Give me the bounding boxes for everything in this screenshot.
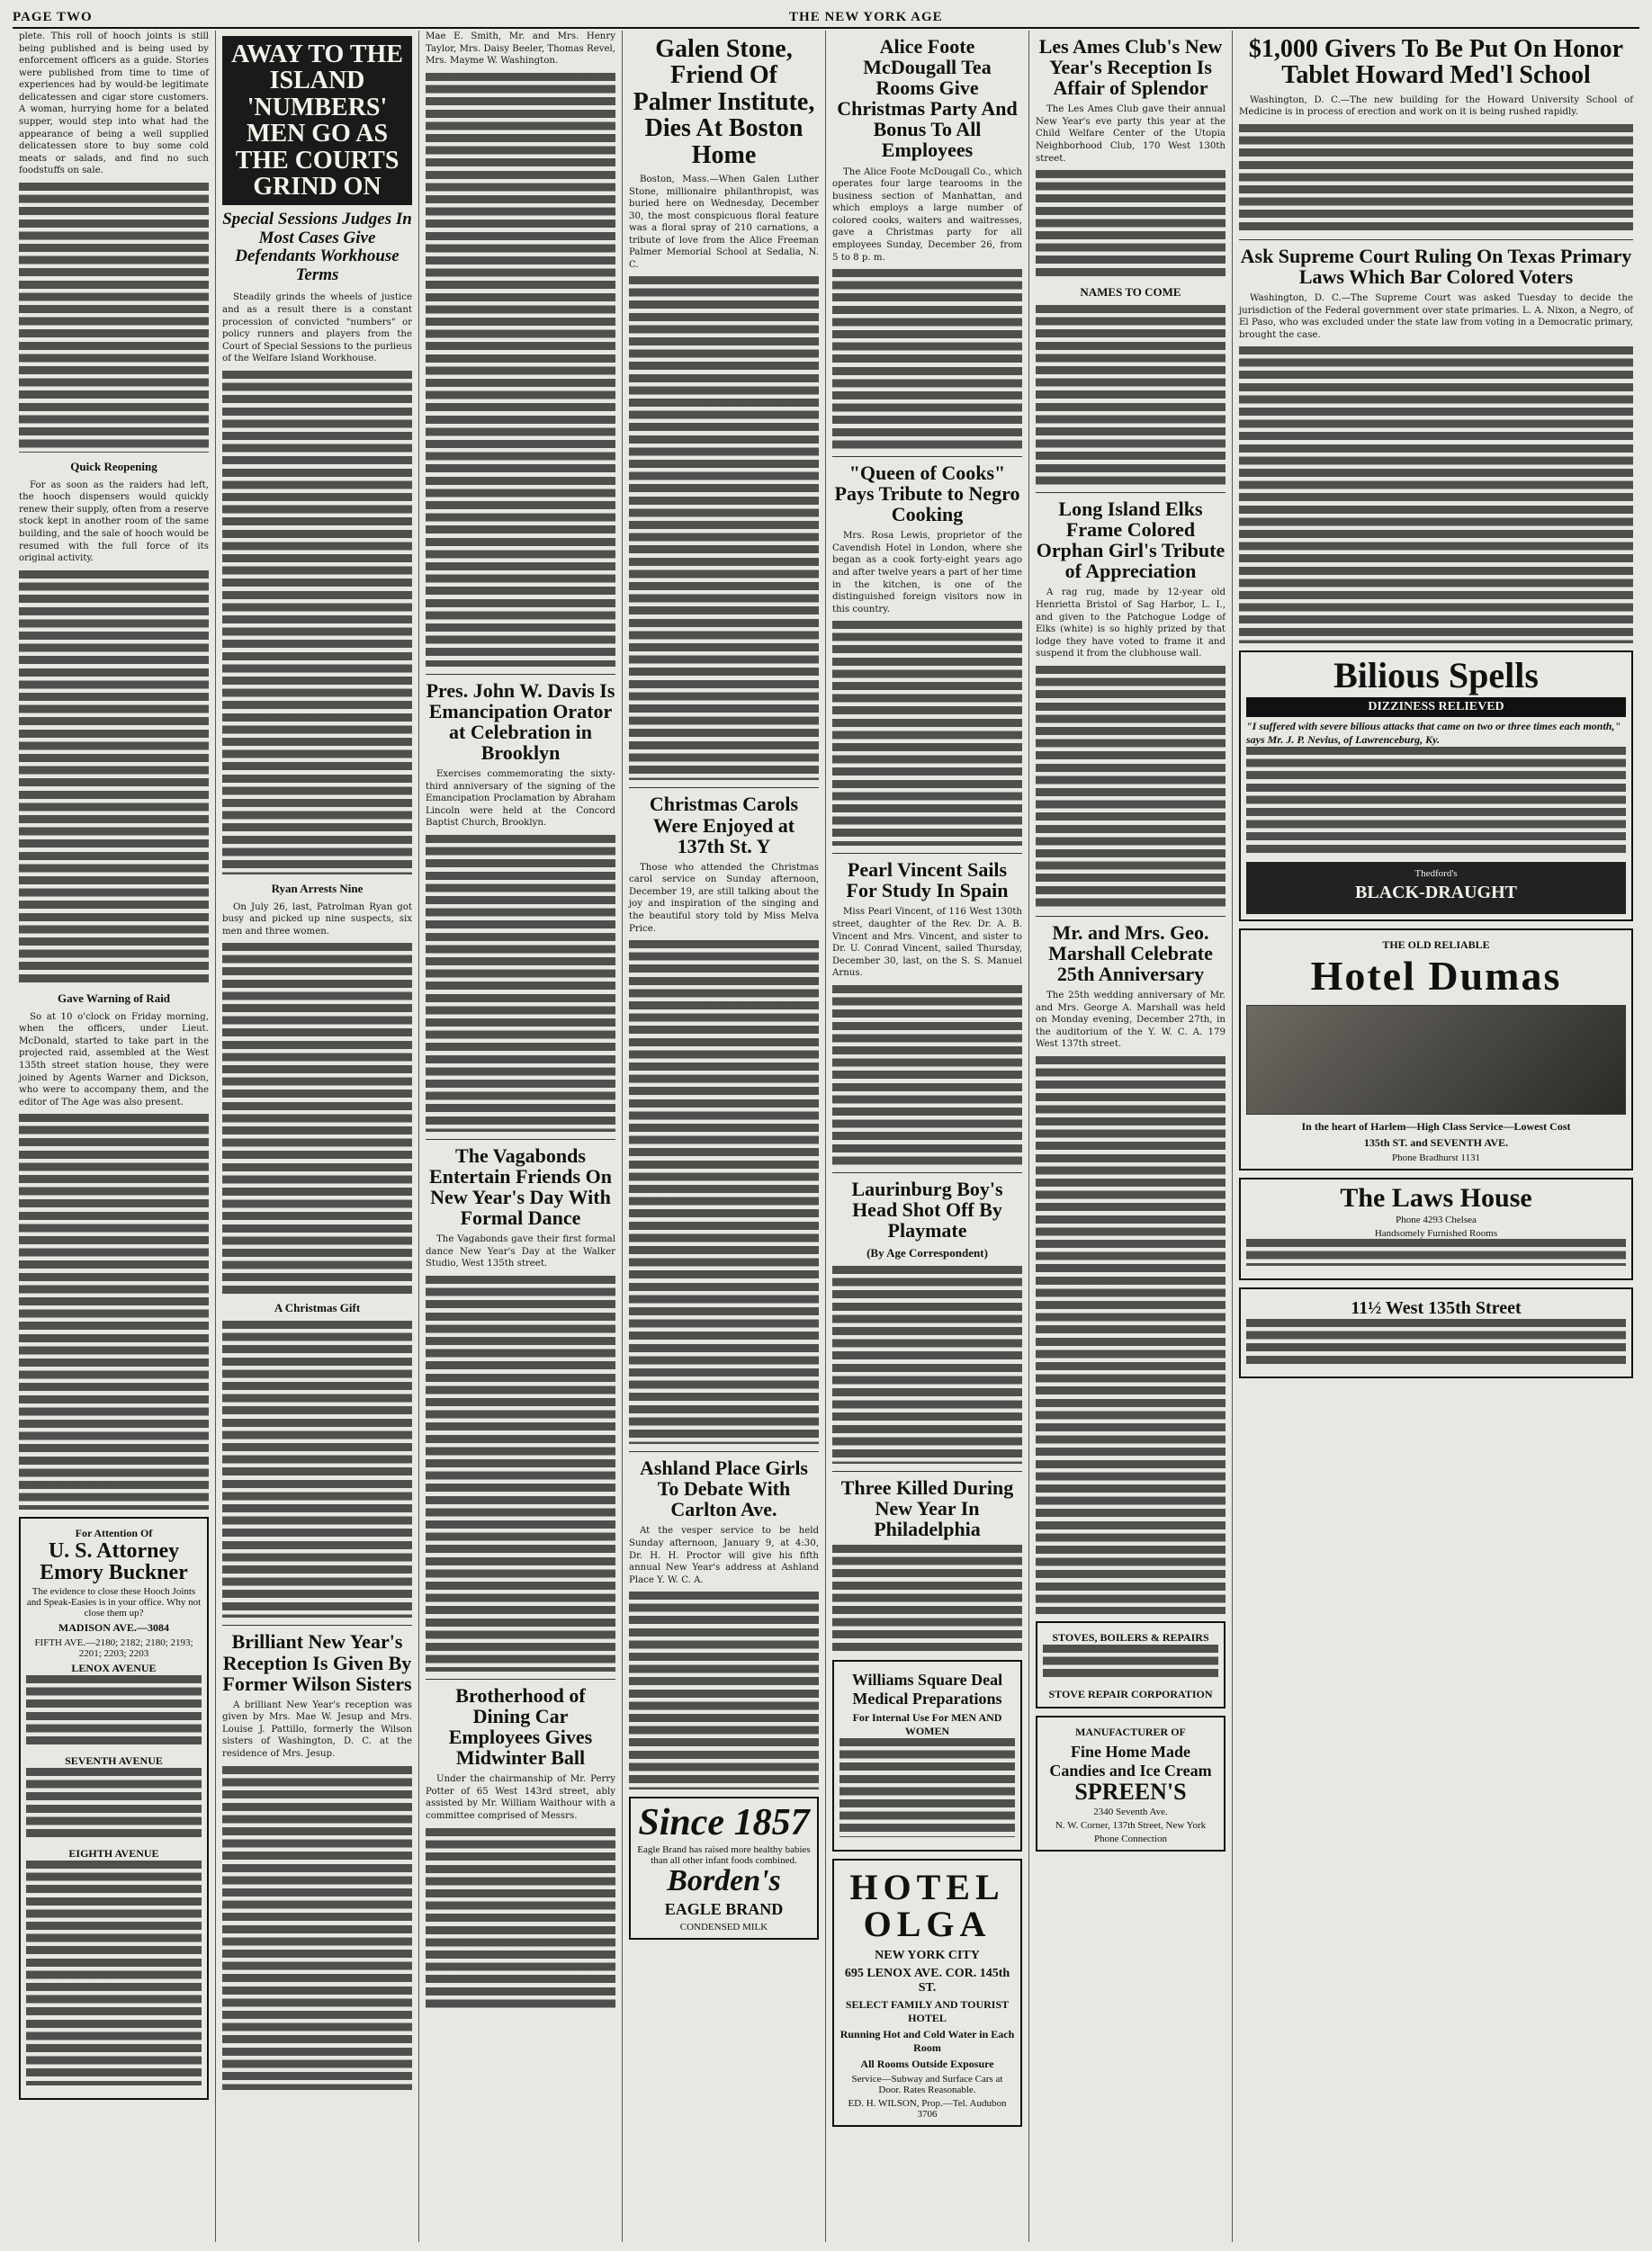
ad-title: Emory Buckner xyxy=(40,1561,188,1585)
ad-name: STOVE REPAIR CORPORATION xyxy=(1048,1687,1213,1700)
ad-text: "I suffered with severe bilious attacks that came on two or three times each month," says Mr. J. P. Nevius, of Lawrenceburg, Ky. xyxy=(1246,720,1621,747)
ad-title: U. S. Attorney xyxy=(48,1539,180,1564)
ad-borden-eagle-brand xyxy=(629,1797,819,1940)
text-block xyxy=(222,1766,412,2090)
subhead-christmas-gift: A Christmas Gift xyxy=(274,1301,361,1315)
headline-howard-med: $1,000 Givers To Be Put On Honor Tablet Howard Med'l School xyxy=(1248,35,1624,90)
ad-section: LENOX AVENUE xyxy=(71,1662,157,1675)
paragraph: Mae E. Smith, Mr. and Mrs. Henry Taylor, Mrs. Daisy Beeler, Thomas Revel, Mrs. Mayme W. Washington. xyxy=(426,31,615,67)
byline: (By Age Correspondent) xyxy=(866,1246,988,1260)
hotel-word: HOTEL xyxy=(849,1867,1005,1908)
ad-address: N. W. Corner, 137th Street, New York xyxy=(1055,1819,1207,1831)
paper-name: THE NEW YORK AGE xyxy=(789,9,943,24)
columns xyxy=(13,31,1639,2242)
ad-hotel-dumas xyxy=(1239,928,1633,1170)
text-block xyxy=(1036,305,1226,485)
subhead-gave-warning: Gave Warning of Raid xyxy=(57,991,171,1005)
text-block xyxy=(832,621,1022,846)
text-block xyxy=(832,1266,1022,1464)
column-1 xyxy=(13,31,216,2242)
ad-phone: Phone Bradhurst 1131 xyxy=(1392,1152,1480,1164)
ad-section: MADISON AVE.—3084 xyxy=(58,1621,170,1635)
ad-address: 2340 Seventh Ave. xyxy=(1093,1806,1168,1817)
product-band xyxy=(1246,862,1626,914)
paragraph: A rag rug, made by 12-year old Henrietta Bristol of Sag Harbor, L. I., and given to the Patchogue Lodge of Elks (white) is so highly prized by that lodge they have voted to frame it and suspend it from the clubhouse wall. xyxy=(1036,587,1226,659)
ad-body xyxy=(1246,747,1626,855)
hotel-line: ED. H. WILSON, Prop.—Tel. Audubon 3706 xyxy=(848,2098,1007,2121)
hotel-photo xyxy=(1246,1005,1626,1115)
text-block xyxy=(832,1545,1022,1653)
page-number: PAGE TWO xyxy=(13,9,93,24)
names-heading: NAMES TO COME xyxy=(1080,285,1181,300)
headline-dining-car: Brotherhood of Dining Car Employees Gives Midwinter Ball xyxy=(426,1679,615,1768)
ad-black-draught xyxy=(1239,650,1633,921)
text-block xyxy=(222,371,412,874)
ad-brand: Borden's xyxy=(667,1864,781,1898)
paragraph: The Vagabonds gave their first formal dance New Year's Day at the Walker Studio, West 135th street. xyxy=(426,1234,615,1269)
ad-body xyxy=(1246,1319,1626,1364)
headline-vagabonds: The Vagabonds Entertain Friends On New Year's Day With Formal Dance xyxy=(426,1139,615,1228)
headline-galen-stone: Galen Stone, Friend Of Palmer Institute, Dies At Boston Home xyxy=(633,35,815,169)
headline-philadelphia: Three Killed During New Year In Philadelphia xyxy=(832,1471,1022,1539)
ad-stove-repair xyxy=(1036,1621,1226,1708)
headline-pearl-vincent: Pearl Vincent Sails For Study In Spain xyxy=(832,853,1022,901)
headline-laurinburg: Laurinburg Boy's Head Shot Off By Playmate xyxy=(832,1172,1022,1241)
ad-text xyxy=(839,1738,1015,1837)
paragraph: The Les Ames Club gave their annual New Year's eve party this year at the Child Welfare Center of the Utopia Neighborhood Club, 170 West 130th street. xyxy=(1036,104,1226,164)
ad-top: THE OLD RELIABLE xyxy=(1382,938,1490,952)
headline-away-to-island: AWAY TO THE ISLAND 'NUMBERS' MEN GO AS THE COURTS GRIND ON xyxy=(222,36,412,205)
text-block xyxy=(629,276,819,780)
text-block xyxy=(629,1592,819,1789)
paragraph: Those who attended the Christmas carol service on Sunday afternoon, December 19, are still talking about the joy and inspiration of the singing and the beautiful story told by Miss Melva Price. xyxy=(629,862,819,934)
ad-product: EAGLE BRAND xyxy=(664,1900,784,1919)
ad-title: For Attention Of xyxy=(75,1527,153,1540)
ad-section: FIFTH AVE.—2180; 2182; 2180; 2193; 2201; 2203; 2203 xyxy=(34,1637,193,1660)
ad-title: STOVES, BOILERS & REPAIRS xyxy=(1052,1630,1209,1644)
text-block xyxy=(1239,124,1633,232)
paragraph: Mrs. Rosa Lewis, proprietor of the Cavendish Hotel in London, where she began as a cook forty-eight years ago and after twelve years a part of her time in the kitchen, is one of the distinguished foreign visitors now in this country. xyxy=(832,531,1022,614)
text-block xyxy=(222,1321,412,1618)
ad-line: Handsomely Furnished Rooms xyxy=(1374,1228,1498,1240)
subhead-quick-reopening: Quick Reopening xyxy=(70,459,157,473)
address-list xyxy=(26,1861,202,2085)
ad-title: Bilious Spells xyxy=(1333,655,1539,696)
ad-name: Hotel Dumas xyxy=(1310,953,1562,1000)
ad-body xyxy=(1246,1239,1626,1266)
ad-135th-street xyxy=(1239,1287,1633,1378)
ad-title: MANUFACTURER OF xyxy=(1075,1725,1186,1738)
ad-brand: Thedford's xyxy=(1414,868,1458,880)
paragraph: Washington, D. C.—The new building for the Howard University School of Medicine is in process of erection and work on it is being rushed rapidly. xyxy=(1239,94,1633,118)
text-block xyxy=(19,1114,209,1510)
text-block xyxy=(19,183,209,453)
text-block xyxy=(19,570,209,984)
paragraph: Boston, Mass.—When Galen Luther Stone, millionaire philanthropist, was buried here on Wednesday, December 30, the most conspicuous floral feature was a floral spray of 210 carnations, a tribute of love from the Alice Freeman Palmer Memorial School at Sedalia, N. C. xyxy=(629,174,819,270)
ad-spreens xyxy=(1036,1716,1226,1852)
ad-name: 11½ West 135th Street xyxy=(1351,1298,1522,1319)
ad-line: Phone 4293 Chelsea xyxy=(1396,1215,1477,1226)
paragraph: Under the chairmanship of Mr. Perry Potter of 65 West 143rd street, ably assisted by Mr. William Waithour with a committee comprised of Messrs. xyxy=(426,1774,615,1821)
ad-section: SEVENTH AVENUE xyxy=(65,1754,163,1768)
paragraph: The 25th wedding anniversary of Mr. and Mrs. George A. Marshall was held on Monday evening, December 27th, in the auditorium of the Y. W. C. A. 179 West 137th street. xyxy=(1036,991,1226,1050)
headline-ashland-place: Ashland Place Girls To Debate With Carlton Ave. xyxy=(629,1451,819,1520)
text-block xyxy=(1239,346,1633,643)
text-block xyxy=(629,940,819,1444)
hotel-line: SELECT FAMILY AND TOURIST HOTEL xyxy=(845,1998,1010,2025)
headline-queen-of-cooks: "Queen of Cooks" Pays Tribute to Negro Cooking xyxy=(832,456,1022,525)
hotel-address: 695 LENOX AVE. COR. 145th ST. xyxy=(844,1967,1010,1995)
headline-texas-primary: Ask Supreme Court Ruling On Texas Primary Laws Which Bar Colored Voters xyxy=(1239,239,1633,287)
ad-laws-house xyxy=(1239,1178,1633,1280)
ad-williams-square-deal xyxy=(832,1660,1022,1852)
headline-wilson-sisters: Brilliant New Year's Reception Is Given By Former Wilson Sisters xyxy=(222,1625,412,1693)
ad-name: The Laws House xyxy=(1340,1183,1532,1214)
text-block xyxy=(426,835,615,1132)
hotel-line: Running Hot and Cold Water in Each Room xyxy=(839,2028,1015,2055)
ad-name: SPREEN'S xyxy=(1074,1778,1187,1805)
ad-line: Eagle Brand has raised more healthy babies than all other infant foods combined. xyxy=(637,1844,811,1867)
column-6 xyxy=(1029,31,1233,2242)
ad-product: BLACK-DRAUGHT xyxy=(1354,883,1517,903)
ad-phone: Phone Connection xyxy=(1094,1833,1167,1844)
paragraph: The Alice Foote McDougall Co., which operates four large tearooms in the business section of Manhattan, and which employs a large number of colored cooks, waiters and waitresses, gave a Christmas party for all employees Sunday, December 26, from 5 to 8 p. m. xyxy=(832,166,1022,263)
hotel-city: NEW YORK CITY xyxy=(875,1949,980,1963)
paragraph: At the vesper service to be held Sunday afternoon, January 9, at 4:30, Dr. H. H. Proctor will give his fifth annual New Year's address at Ashland Place Y. W. C. A. xyxy=(629,1526,819,1585)
ad-hotel-olga xyxy=(832,1859,1022,2127)
ad-us-attorney xyxy=(19,1517,209,2100)
ad-sub: For Internal Use For MEN AND WOMEN xyxy=(852,1711,1002,1738)
column-5 xyxy=(826,31,1029,2242)
column-3 xyxy=(419,31,623,2242)
text-block xyxy=(426,73,615,667)
hotel-line: Service—Subway and Surface Cars at Door. Rates Reasonable. xyxy=(851,2074,1003,2096)
paragraph: Steadily grinds the wheels of justice and as a result there is a constant procession of convicted "numbers" or policy runners and players from the Court of Special Sessions to the purlieus of the Welfare Island Workhouse. xyxy=(222,292,412,364)
paragraph: Miss Pearl Vincent, of 116 West 130th street, daughter of the Rev. Dr. A. B. Vincent and Mrs. Vincent, and sister to Dr. U. Conrad Vincent, sailed Thursday, December 30, last, on the S. S. Manuel Arnus. xyxy=(832,907,1022,979)
paragraph: A brilliant New Year's reception was given by Mrs. Mae W. Jesup and Mrs. Louise J. Pattillo, formerly the Wilson sisters of Washington, D. C. at the residence of Mrs. Jesup. xyxy=(222,1699,412,1759)
ad-title: Williams Square Deal Medical Preparations xyxy=(851,1671,1003,1708)
paragraph: On July 26, last, Patrolman Ryan got busy and picked up nine suspects, six men and three women. xyxy=(222,901,412,937)
subhead-ryan-arrests: Ryan Arrests Nine xyxy=(271,881,364,895)
headline-marshall: Mr. and Mrs. Geo. Marshall Celebrate 25th Anniversary xyxy=(1036,916,1226,984)
ad-section: EIGHTH AVENUE xyxy=(68,1847,159,1861)
headline-christmas-carols: Christmas Carols Were Enjoyed at 137th St. Y xyxy=(629,787,819,856)
ad-sub: CONDENSED MILK xyxy=(679,1922,768,1933)
headline-les-ames: Les Ames Club's New Year's Reception Is Affair of Splendor xyxy=(1038,35,1223,100)
text-block xyxy=(222,943,412,1294)
address-list xyxy=(26,1768,202,1840)
text-block xyxy=(832,985,1022,1165)
hotel-name: OLGA xyxy=(863,1904,992,1945)
ad-address: 135th ST. and SEVENTH AVE. xyxy=(1363,1136,1509,1150)
headline-john-davis: Pres. John W. Davis Is Emancipation Orator at Celebration in Brooklyn xyxy=(426,674,615,763)
text-block xyxy=(1036,170,1226,278)
ad-line: In the heart of Harlem—High Class Service—Lowest Cost xyxy=(1301,1120,1571,1134)
column-4 xyxy=(623,31,826,2242)
ad-text: The evidence to close these Hooch Joints and Speak-Easies is in your office. Why not close them up? xyxy=(26,1586,202,1619)
text-block xyxy=(1036,666,1226,909)
ad-text xyxy=(1043,1645,1218,1681)
text-block xyxy=(426,1276,615,1672)
column-2 xyxy=(216,31,419,2242)
ad-year: Since 1857 xyxy=(638,1802,810,1844)
text-block xyxy=(1036,1056,1226,1614)
paragraph: For as soon as the raiders had left, the hooch dispensers would quickly renew their supply, often from a reserve stock kept in another room of the same building, and the sale of hooch would be resumed with the full force of its original activity. xyxy=(19,480,209,564)
headline-mcdougall: Alice Foote McDougall Tea Rooms Give Christmas Party And Bonus To All Employees xyxy=(837,35,1018,162)
text-block xyxy=(426,1828,615,2008)
masthead xyxy=(13,7,1639,29)
story-continuation: plete. This roll of hooch joints is still being published and is being used by enforcement officers as a guide. Stories were published from time to time of experiences had by would-be legitimate delicatessen and cigar store customers. A woman, hurrying home for a belated supper, would step into what had the appearance of being a well supplied delicatessen store to buy some cold meats or salads, and find no such foodstuffs on sale. xyxy=(19,31,209,176)
text-block xyxy=(832,269,1022,449)
subheadline: Special Sessions Judges In Most Cases Give Defendants Workhouse Terms xyxy=(222,210,412,284)
paragraph: Washington, D. C.—The Supreme Court was asked Tuesday to decide the jurisdiction of the Federal government over state primaries. L. A. Nixon, a Negro, of El Paso, who was excluded under the state law from voting in a Democratic primary, brought the case. xyxy=(1239,293,1633,340)
paragraph: So at 10 o'clock on Friday morning, when the officers, under Lieut. McDonald, started to take part in the projected raid, assembled at the West 135th street station house, they were joined by Agents Warner and Dickson, who were to accompany them, and the editor of The Age was also present. xyxy=(19,1011,209,1108)
address-list xyxy=(26,1675,202,1747)
hotel-line: All Rooms Outside Exposure xyxy=(860,2058,994,2071)
headline-elks: Long Island Elks Frame Colored Orphan Girl's Tribute of Appreciation xyxy=(1036,492,1226,581)
paragraph: Exercises commemorating the sixty-third anniversary of the signing of the Emancipation Proclamation by Abraham Lincoln were held at the Concord Baptist Church, Brooklyn. xyxy=(426,769,615,829)
ad-sub: DIZZINESS RELIEVED xyxy=(1246,697,1626,717)
column-7 xyxy=(1233,31,1639,2242)
ad-line: Fine Home Made Candies and Ice Cream xyxy=(1049,1742,1212,1780)
